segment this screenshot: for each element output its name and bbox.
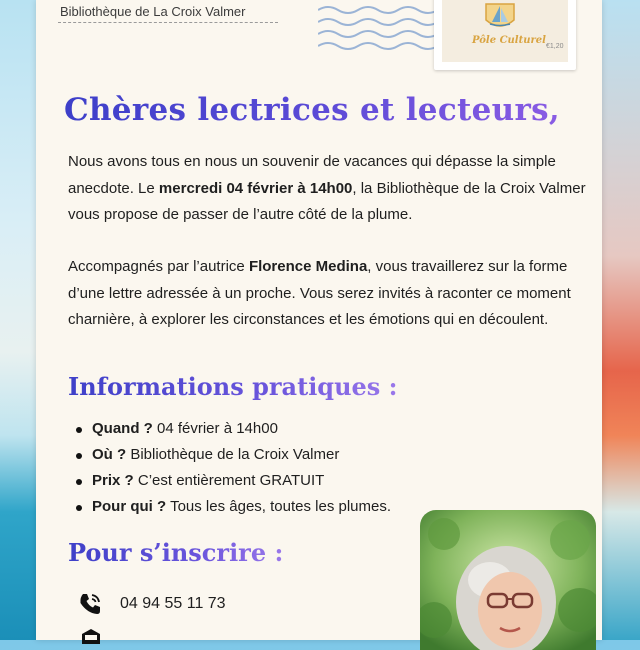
- header-divider: [58, 22, 278, 23]
- info-item-price: [72, 468, 391, 494]
- phone-contact[interactable]: [76, 590, 226, 618]
- info-item-where: [72, 442, 391, 468]
- phone-number: 04 94 55 11 73: [120, 595, 226, 612]
- beach-background-right: [600, 0, 640, 640]
- beach-background-left: [0, 0, 40, 640]
- info-item-audience: [72, 494, 391, 520]
- intro-text: , la Bibliothèque de la Croix Valmer vous propose de passer de l’autre côté de la plume.: [68, 179, 586, 223]
- intro-paragraph-2: [68, 254, 588, 334]
- author-photo: [420, 510, 596, 650]
- register-heading: Pour s’inscrire :: [68, 538, 284, 567]
- info-value: Bibliothèque de la Croix Valmer: [126, 446, 340, 463]
- postmark-wavy-lines: [318, 0, 438, 60]
- info-value: Tous les âges, toutes les plumes.: [166, 498, 392, 515]
- postage-stamp: [434, 0, 576, 70]
- intro-paragraph-1: [68, 149, 588, 229]
- author-name-highlight: Florence Medina: [248, 258, 368, 275]
- stamp-price: €1,20: [546, 43, 564, 50]
- library-name: Bibliothèque de La Croix Valmer: [60, 4, 246, 19]
- info-label: Pour qui ?: [92, 498, 167, 515]
- info-list: [72, 416, 391, 520]
- phone-icon: [76, 590, 104, 618]
- intro-text: , vous travaillerez sur la forme d’une lettre adressée à un proche. Vous serez invités à raconter ce moment charnière, à explorer les circonstances et les émotions qui en découlent.: [68, 258, 571, 328]
- info-item-when: [72, 416, 391, 442]
- info-label: Prix ?: [92, 472, 134, 489]
- intro-text: Nous avons tous en nous un souvenir de vacances qui dépasse la simple anecdote. Le: [68, 153, 556, 197]
- info-value: 04 février à 14h00: [152, 420, 278, 437]
- event-date-highlight: mercredi 04 février à 14h00: [158, 179, 353, 197]
- sailboat-icon: [480, 0, 520, 34]
- info-label: Quand ?: [92, 420, 153, 437]
- info-label: Où ?: [92, 446, 127, 463]
- author-portrait-image: [420, 510, 596, 650]
- page-title: Chères lectrices et lecteurs,: [64, 92, 560, 128]
- stamp-label: Pôle Culturel: [472, 35, 546, 46]
- mail-icon: [80, 628, 102, 644]
- info-value: C’est entièrement GRATUIT: [133, 472, 325, 489]
- intro-text: Accompagnés par l’autrice: [68, 258, 249, 275]
- info-heading: Informations pratiques :: [68, 372, 398, 401]
